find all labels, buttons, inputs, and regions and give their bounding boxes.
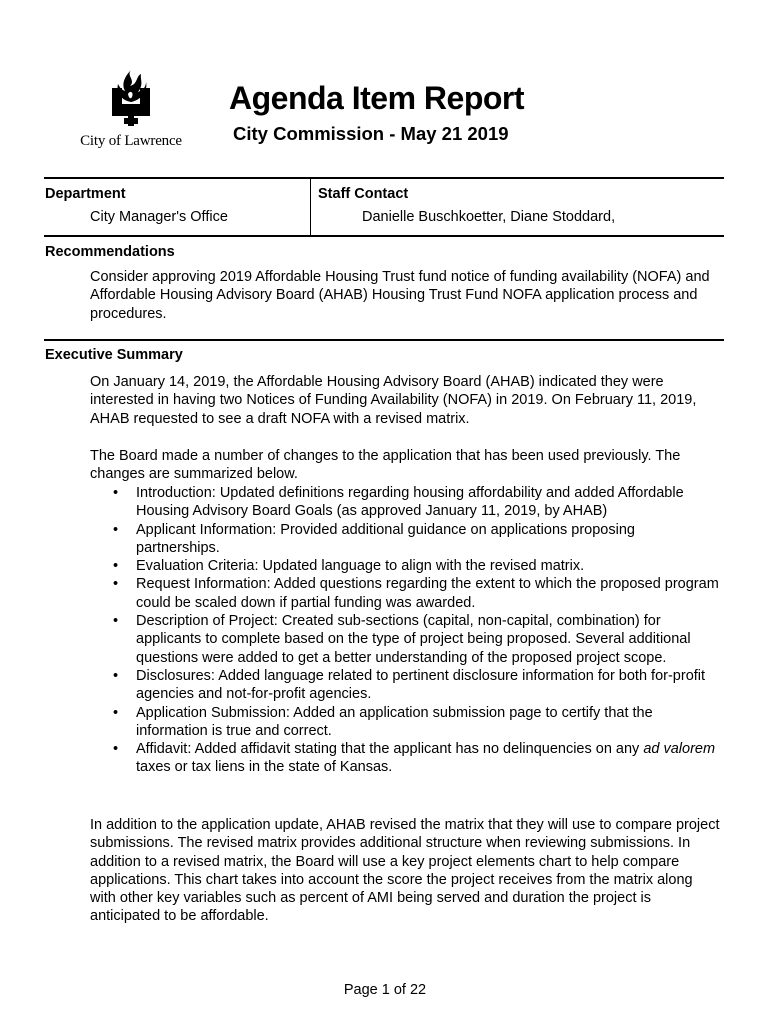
department-label: Department bbox=[45, 186, 126, 202]
list-item-text: Evaluation Criteria: Updated language to align with the revised matrix. bbox=[136, 558, 585, 575]
city-emblem-icon bbox=[108, 66, 154, 132]
affidavit-text-after: taxes or tax liens in the state of Kansas. bbox=[136, 759, 393, 776]
bullet-icon: • bbox=[113, 485, 119, 501]
list-item-text: Applicant Information: Provided additional guidance on applications proposing partnerships. bbox=[136, 521, 635, 556]
department-value: City Manager's Office bbox=[90, 209, 228, 225]
summary-paragraph-1: On January 14, 2019, the Affordable Housing Advisory Board (AHAB) indicated they were interested in having two Notices of Funding Availability (NOFA) in 2019. On February 11, 2019, AHAB requested to see a draft NOFA with a revised matrix. bbox=[90, 374, 697, 427]
divider bbox=[44, 177, 724, 179]
list-item bbox=[90, 704, 720, 741]
affidavit-text-before: Affidavit: Added affidavit stating that the applicant has no delinquencies on any bbox=[136, 741, 644, 758]
bullet-icon: • bbox=[113, 704, 119, 721]
list-item-text: Description of Project: Created sub-sections (capital, non-capital, combination) for applicants to complete based on the type of project being proposed. Several additional questions were added to get a better understanding of the proposed project scope. bbox=[136, 613, 691, 666]
list-item bbox=[90, 521, 720, 558]
column-divider bbox=[310, 178, 311, 237]
summary-paragraph-2: The Board made a number of changes to the application that has been used previously. The changes are summarized below. bbox=[90, 448, 681, 483]
list-item-text: Disclosures: Added language related to pertinent disclosure information for both for-profit agencies and not-for-profit agencies. bbox=[136, 667, 706, 703]
list-item-text: Introduction: Updated definitions regarding housing affordability and added Affordable Housing Advisory Board Goals (as approved January 11, 2019, by AHAB) bbox=[136, 485, 684, 520]
affidavit-text-italic: ad valorem bbox=[643, 741, 716, 758]
list-item bbox=[90, 612, 720, 667]
list-item bbox=[90, 557, 720, 575]
list-item bbox=[90, 484, 720, 521]
page-number: Page 1 of 22 bbox=[343, 982, 427, 998]
changes-list bbox=[90, 484, 720, 777]
page-subtitle: City Commission - May 21 2019 bbox=[233, 123, 509, 144]
summary-paragraph-3: In addition to the application update, AHAB revised the matrix that they will use to compare project submissions. The revised matrix provides additional structure when reviewing submissions. In addition to a revised matrix, the Board will use a key project elements chart to help compare applications. This chart takes into account the score the project receives from the matrix along with other key variables such as percent of AMI being served and duration the project is anticipated to be affordable. bbox=[90, 817, 720, 925]
recommendations-text: Consider approving 2019 Affordable Housing Trust fund notice of funding availability (NOFA) and Affordable Housing Advisory Board (AHAB) Housing Trust Fund NOFA application process and procedures. bbox=[90, 269, 710, 322]
city-logo bbox=[72, 66, 190, 156]
list-item-text: Application Submission: Added an application submission page to certify that the information is true and correct. bbox=[136, 704, 653, 739]
bullet-icon: • bbox=[113, 558, 119, 575]
recommendations-label: Recommendations bbox=[45, 244, 175, 260]
list-item bbox=[90, 740, 720, 777]
executive-summary-label: Executive Summary bbox=[45, 347, 183, 363]
page-title: Agenda Item Report bbox=[229, 80, 525, 116]
bullet-icon: • bbox=[113, 667, 119, 684]
bullet-icon: • bbox=[113, 741, 119, 758]
list-item bbox=[90, 667, 720, 704]
staff-contact-label: Staff Contact bbox=[318, 186, 409, 202]
list-item-text: Request Information: Added questions regarding the extent to which the proposed program could be scaled down if partial funding was awarded. bbox=[136, 576, 719, 611]
divider bbox=[44, 339, 724, 341]
divider bbox=[44, 235, 724, 237]
list-item bbox=[90, 575, 720, 612]
staff-contact-value: Danielle Buschkoetter, Diane Stoddard, bbox=[362, 209, 616, 225]
bullet-icon: • bbox=[113, 613, 119, 630]
logo-text: City of Lawrence bbox=[80, 133, 182, 149]
bullet-icon: • bbox=[113, 576, 119, 593]
bullet-icon: • bbox=[113, 521, 119, 538]
